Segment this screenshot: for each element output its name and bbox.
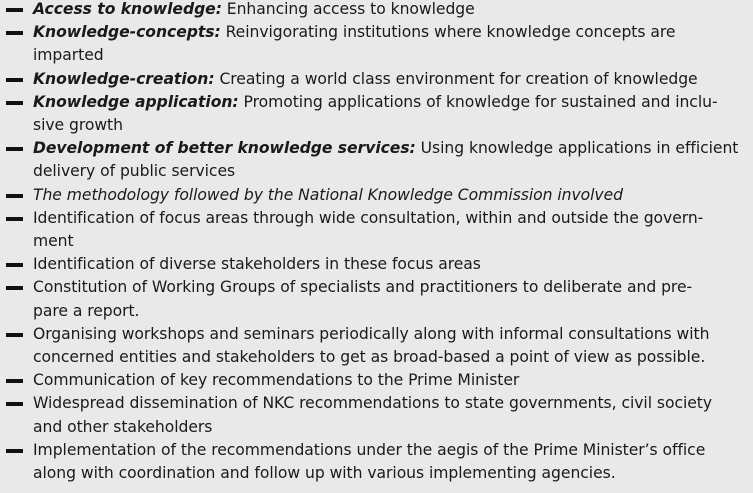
list-item xyxy=(0,184,745,207)
dash-bullet-icon xyxy=(6,147,23,151)
dash-bullet-icon xyxy=(6,101,23,105)
item-text: Constitution of Working Groups of specialists and practitioners to deliberate and pre- xyxy=(33,278,693,297)
item-lead: Knowledge-concepts: xyxy=(33,23,221,42)
item-text-continued: sive growth xyxy=(33,116,123,135)
dash-bullet-icon xyxy=(6,333,23,337)
list-item xyxy=(0,68,745,91)
list-item xyxy=(0,253,745,276)
item-text: Identification of focus areas through wide consultation, within and outside the govern- xyxy=(33,208,704,227)
item-lead: Access to knowledge: xyxy=(33,0,222,18)
list-item xyxy=(0,207,745,253)
item-lead: Knowledge-creation: xyxy=(33,69,215,88)
item-text: Promoting applications of knowledge for sustained and inclu- xyxy=(238,92,718,111)
item-text: Implementation of the recommendations under the aegis of the Prime Minister’s office xyxy=(33,440,706,459)
item-text: Reinvigorating institutions where knowledge concepts are imparted xyxy=(33,23,676,65)
list-item xyxy=(0,439,745,485)
list-item xyxy=(0,369,745,392)
dash-bullet-icon xyxy=(6,402,23,406)
item-text: Using knowledge applications in efficient xyxy=(415,139,739,158)
item-text-continued: delivery of public services xyxy=(33,162,236,181)
dash-bullet-icon xyxy=(6,78,23,82)
item-text-continued: pare a report. xyxy=(33,301,140,320)
item-text: Organising workshops and seminars periodically along with informal consultations with xyxy=(33,324,710,343)
item-text: Identification of diverse stakeholders in these focus areas xyxy=(33,255,481,274)
dash-bullet-icon xyxy=(6,194,23,198)
dash-bullet-icon xyxy=(6,8,23,12)
dash-bullet-icon xyxy=(6,449,23,453)
list-item xyxy=(0,392,745,438)
item-lead: Development of better knowledge services: xyxy=(33,139,416,158)
dash-bullet-icon xyxy=(6,263,23,267)
list-item xyxy=(0,21,745,67)
list-item xyxy=(0,137,745,183)
item-text: Communication of key recommendations to the Prime Minister xyxy=(33,371,520,390)
list-item xyxy=(0,91,745,137)
item-text: Widespread dissemination of NKC recommendations to state governments, civil society xyxy=(33,394,713,413)
item-lead: Knowledge application: xyxy=(33,92,239,111)
item-text-continued: concerned entities and stakeholders to get as broad-based a point of view as possible. xyxy=(33,348,706,367)
item-text-continued: along with coordination and follow up with various implementing agencies. xyxy=(33,464,616,483)
list-item xyxy=(0,276,745,322)
list-item xyxy=(0,323,745,369)
dash-bullet-icon xyxy=(6,286,23,290)
item-text-continued: ment xyxy=(33,232,74,251)
dash-bullet-icon xyxy=(6,379,23,383)
item-text-continued: and other stakeholders xyxy=(33,417,213,436)
dash-bullet-icon xyxy=(6,217,23,221)
list-item xyxy=(0,0,745,21)
dash-bullet-icon xyxy=(6,31,23,35)
item-text: The methodology followed by the National Knowledge Commission involved xyxy=(33,185,623,204)
item-text: Creating a world class environment for creation of knowledge xyxy=(214,69,698,88)
item-text: Enhancing access to knowledge xyxy=(221,0,475,18)
